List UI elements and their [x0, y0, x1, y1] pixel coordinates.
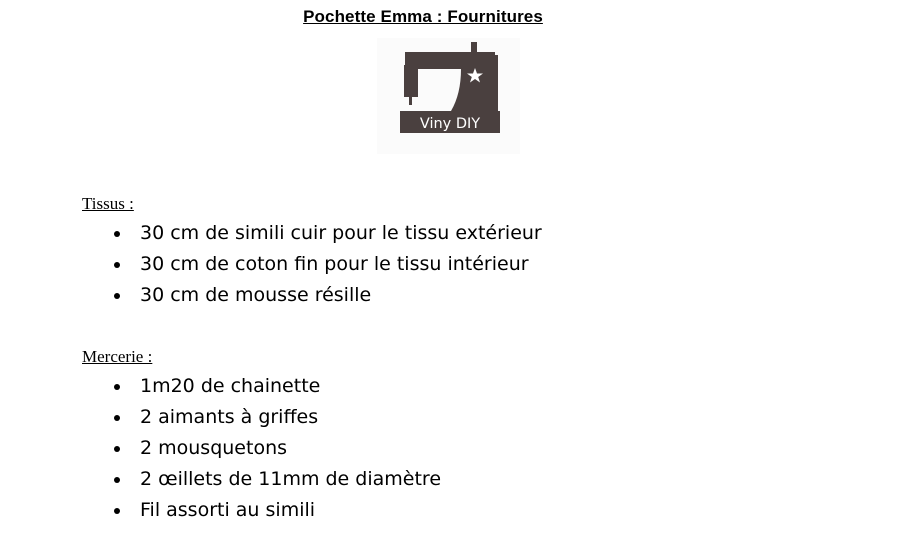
- section-heading: Mercerie :: [82, 347, 153, 366]
- list-item-text: 30 cm de coton fin pour le tissu intérieur: [140, 253, 529, 275]
- section-mercerie: [82, 346, 441, 526]
- bullet-icon: [114, 477, 120, 483]
- bullet-icon: [114, 384, 120, 390]
- list-item: [82, 464, 441, 495]
- supply-list: [82, 371, 441, 526]
- list-item: [82, 433, 441, 464]
- list-item: [82, 218, 542, 249]
- bullet-icon: [114, 446, 120, 452]
- list-item: [82, 280, 542, 311]
- list-item: [82, 371, 441, 402]
- logo-text: Viny DIY: [419, 116, 481, 132]
- list-item-text: 2 œillets de 11mm de diamètre: [140, 468, 442, 490]
- viny-diy-logo: [377, 38, 520, 154]
- supply-list: [82, 218, 542, 311]
- sewing-machine-icon: [377, 38, 520, 154]
- list-item-text: 30 cm de simili cuir pour le tissu extérieur: [140, 222, 542, 244]
- list-item-text: Fil assorti au simili: [140, 499, 316, 521]
- list-item: [82, 249, 542, 280]
- document-title: Pochette Emma : Fournitures: [303, 7, 543, 26]
- bullet-icon: [114, 415, 120, 421]
- section-heading: Tissus :: [82, 194, 134, 213]
- list-item-text: 2 mousquetons: [140, 437, 288, 459]
- list-item: [82, 402, 441, 433]
- bullet-icon: [114, 508, 120, 514]
- bullet-icon: [114, 231, 120, 237]
- list-item: [82, 495, 441, 526]
- bullet-icon: [114, 293, 120, 299]
- list-item-text: 2 aimants à griffes: [140, 406, 319, 428]
- section-tissus: [82, 193, 542, 311]
- bullet-icon: [114, 262, 120, 268]
- list-item-text: 30 cm de mousse résille: [140, 284, 372, 306]
- list-item-text: 1m20 de chainette: [140, 375, 321, 397]
